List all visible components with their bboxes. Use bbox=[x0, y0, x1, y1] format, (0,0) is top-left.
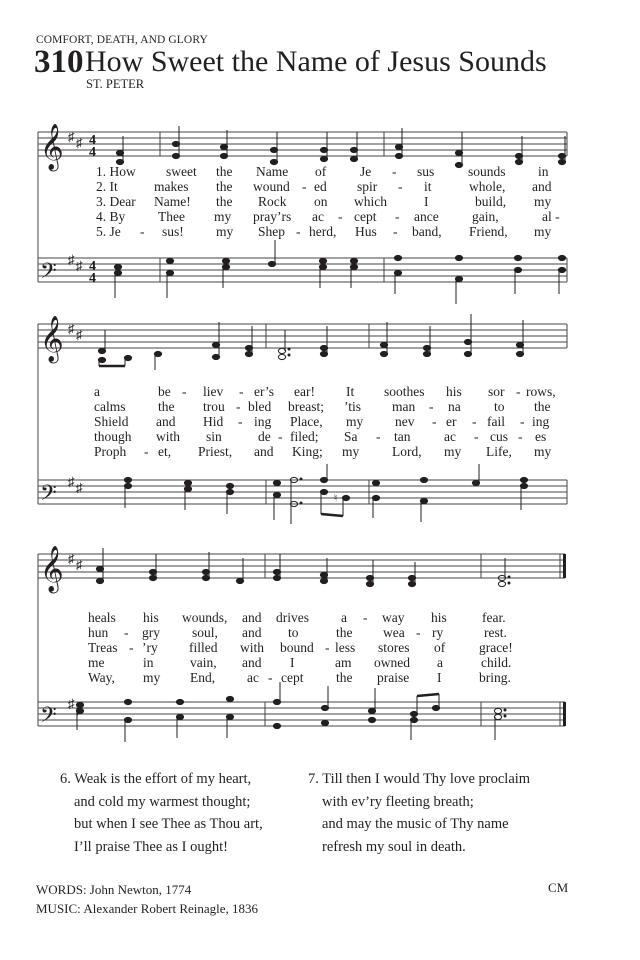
svg-text:𝄞: 𝄞 bbox=[40, 124, 64, 170]
svg-text:4: 4 bbox=[89, 271, 96, 286]
svg-text:♯: ♯ bbox=[76, 135, 83, 150]
svg-text:♯: ♯ bbox=[68, 252, 75, 267]
svg-text:𝄢: 𝄢 bbox=[40, 259, 57, 289]
hymn-number: 310 bbox=[34, 44, 84, 80]
meter-label: CM bbox=[548, 880, 569, 895]
svg-text:♯: ♯ bbox=[76, 480, 83, 495]
section-label: COMFORT, DEATH, AND GLORY bbox=[36, 34, 208, 46]
svg-text:♯: ♯ bbox=[68, 474, 75, 489]
svg-text:♯: ♯ bbox=[76, 557, 83, 572]
svg-text:♯: ♯ bbox=[68, 321, 75, 336]
credits bbox=[36, 880, 258, 918]
tune-name: ST. PETER bbox=[86, 77, 145, 91]
svg-text:𝄞: 𝄞 bbox=[40, 316, 64, 362]
svg-text:♯: ♯ bbox=[76, 327, 83, 342]
music-credit: MUSIC: Alexander Robert Reinagle, 1836 bbox=[36, 901, 259, 916]
svg-text:♯: ♯ bbox=[68, 551, 75, 566]
svg-text:♯: ♯ bbox=[68, 129, 75, 144]
svg-text:4: 4 bbox=[89, 259, 96, 274]
svg-text:♯: ♯ bbox=[76, 258, 83, 273]
music-system-2: 𝄞 ♯ ♯ 𝄢 ♯ ♯ ♮ a be - liev - er’s ear! It soothes his sor - rows, calms the trou - bled breast; ’tis man - na to the Shield and Hid - ing Place, my nev - er - fail - ing though with sin de - filed; Sa - tan ac - cus - es Proph - et, Priest, and King; my Lord, my Life, my bbox=[32, 304, 572, 524]
svg-text:♮: ♮ bbox=[334, 493, 338, 504]
svg-text:4: 4 bbox=[89, 133, 96, 148]
svg-text:𝄞: 𝄞 bbox=[40, 546, 64, 592]
svg-text:4: 4 bbox=[89, 145, 96, 160]
svg-text:𝄢: 𝄢 bbox=[40, 703, 57, 733]
svg-text:𝄢: 𝄢 bbox=[40, 481, 57, 511]
verse-6: 6. Weak is the effort of my heart, and cold my warmest thought; but when I see Thee as Thou art, I’ll praise Thee as I ought! bbox=[60, 771, 263, 855]
final-barline bbox=[563, 554, 566, 578]
words-credit: WORDS: John Newton, 1774 bbox=[36, 882, 192, 897]
music-system-3: 𝄞 ♯ ♯ 𝄢 ♯ heals his wounds, and drives a - way his fear. hun - gry soul, and to the wea - ry rest. Treas - ’ry filled with bound - less stores of grace! me in vain, and I am owned a child. Way, my End, ac - cept the praise I bring. bbox=[32, 530, 572, 750]
hymn-title: How Sweet the Name of Jesus Sounds bbox=[85, 45, 547, 78]
music-system-1: 𝄞 ♯ ♯ 4 4 𝄢 ♯ ♯ 4 4 1. How sweet the Name of Je - sus sounds in 2. It makes the wound - ed spir - it whole, and 3. Dear Name! the Rock on which I build, my 4. By Thee my pray’rs ac - cept - ance gain, al - 5. Je - sus! my Shep - herd, Hus - band, Friend, my bbox=[32, 108, 572, 298]
svg-text:♯: ♯ bbox=[68, 696, 75, 711]
verse-7: 7. Till then I would Thy love proclaim with ev’ry fleeting breath; and may the music of Thy name refresh my soul in death. bbox=[308, 771, 531, 855]
